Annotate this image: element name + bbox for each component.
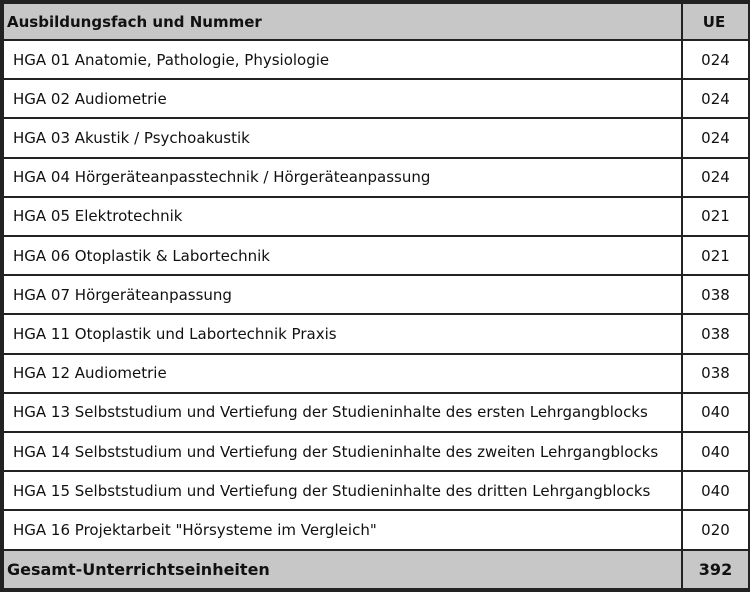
table-row xyxy=(3,79,749,118)
header-subject: Ausbildungsfach und Nummer xyxy=(3,3,682,40)
total-row xyxy=(3,550,749,589)
row-subject: HGA 12 Audiometrie xyxy=(3,354,682,393)
table-header-row xyxy=(3,3,749,40)
table-row xyxy=(3,118,749,157)
row-ue: 024 xyxy=(682,40,749,79)
total-label: Gesamt-Unterrichtseinheiten xyxy=(3,550,682,589)
row-ue: 024 xyxy=(682,79,749,118)
row-subject: HGA 05 Elektrotechnik xyxy=(3,197,682,236)
row-subject: HGA 13 Selbststudium und Vertiefung der Studieninhalte des ersten Lehrgangblocks xyxy=(3,393,682,432)
row-ue: 038 xyxy=(682,275,749,314)
table-row xyxy=(3,393,749,432)
row-ue: 021 xyxy=(682,236,749,275)
row-ue: 038 xyxy=(682,354,749,393)
row-subject: HGA 02 Audiometrie xyxy=(3,79,682,118)
total-value: 392 xyxy=(682,550,749,589)
table-row xyxy=(3,275,749,314)
row-subject: HGA 07 Hörgeräteanpassung xyxy=(3,275,682,314)
table-row xyxy=(3,40,749,79)
table-row xyxy=(3,236,749,275)
row-subject: HGA 15 Selbststudium und Vertiefung der Studieninhalte des dritten Lehrgangblocks xyxy=(3,471,682,510)
row-ue: 024 xyxy=(682,158,749,197)
row-ue: 040 xyxy=(682,432,749,471)
ue-table xyxy=(2,2,750,590)
table-row xyxy=(3,432,749,471)
row-ue: 040 xyxy=(682,393,749,432)
row-ue: 021 xyxy=(682,197,749,236)
row-subject: HGA 06 Otoplastik & Labortechnik xyxy=(3,236,682,275)
row-subject: HGA 11 Otoplastik und Labortechnik Praxis xyxy=(3,314,682,353)
row-subject: HGA 03 Akustik / Psychoakustik xyxy=(3,118,682,157)
row-subject: HGA 16 Projektarbeit "Hörsysteme im Vergleich" xyxy=(3,510,682,549)
row-ue: 040 xyxy=(682,471,749,510)
table-row xyxy=(3,354,749,393)
table-row xyxy=(3,510,749,549)
row-ue: 024 xyxy=(682,118,749,157)
header-ue: UE xyxy=(682,3,749,40)
row-subject: HGA 04 Hörgeräteanpasstechnik / Hörgeräteanpassung xyxy=(3,158,682,197)
table-row xyxy=(3,158,749,197)
row-ue: 020 xyxy=(682,510,749,549)
row-ue: 038 xyxy=(682,314,749,353)
table-row xyxy=(3,471,749,510)
row-subject: HGA 14 Selbststudium und Vertiefung der Studieninhalte des zweiten Lehrgangblocks xyxy=(3,432,682,471)
row-subject: HGA 01 Anatomie, Pathologie, Physiologie xyxy=(3,40,682,79)
table-body xyxy=(3,40,749,589)
table-row xyxy=(3,314,749,353)
table-row xyxy=(3,197,749,236)
